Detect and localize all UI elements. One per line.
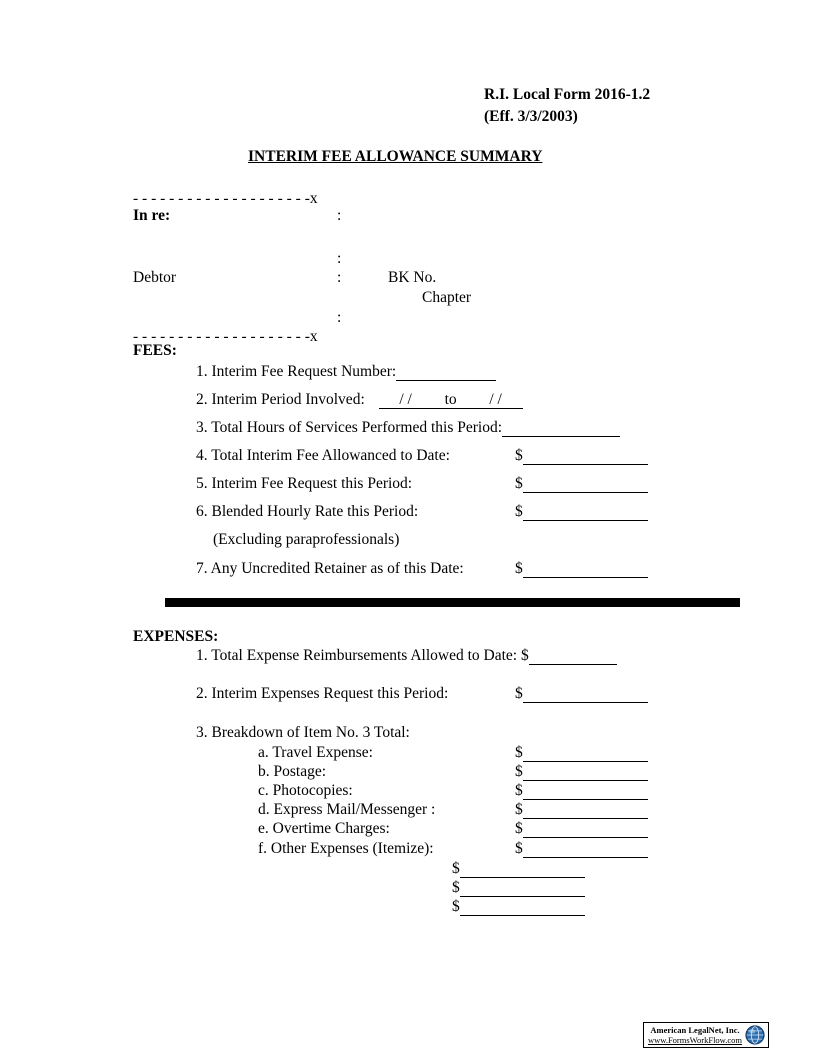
breakdown-a-label: Travel Expense:: [272, 744, 373, 761]
fees-item-5-label: Interim Fee Request this Period:: [211, 475, 413, 492]
breakdown-item-e: [258, 820, 390, 838]
fees-item-6-blank[interactable]: [523, 505, 648, 521]
itemize-line-3: [452, 898, 585, 916]
footer-logo-box[interactable]: [643, 1022, 769, 1048]
expenses-item-2-dollar: $: [515, 685, 523, 702]
breakdown-item-d: [258, 801, 435, 819]
expenses-item-3-number: 3.: [196, 724, 208, 741]
bk-no-label: BK No.: [388, 269, 437, 286]
caption-row-blank: [133, 229, 693, 250]
caption-colon-3: :: [337, 309, 342, 326]
fees-item-4-value: [515, 447, 648, 465]
fees-item-6-number: 6.: [196, 503, 208, 520]
in-re-colon: :: [337, 207, 342, 224]
form-id: R.I. Local Form 2016-1.2: [484, 86, 651, 103]
itemize-3-blank[interactable]: [460, 900, 585, 916]
fees-item-1: [196, 363, 496, 381]
fees-item-4-blank[interactable]: [523, 449, 648, 465]
fees-item-1-label: Interim Fee Request Number:: [211, 363, 397, 380]
itemize-1-blank[interactable]: [460, 862, 585, 878]
breakdown-item-d-value: [515, 801, 648, 819]
caption-bottom-rule: - - - - - - - - - - - - - - - - - - - -x: [133, 328, 318, 345]
breakdown-f-letter: f.: [258, 840, 268, 857]
caption-block: [133, 190, 693, 345]
fees-item-2: [196, 391, 523, 409]
debtor-label: Debtor: [133, 269, 177, 286]
breakdown-b-label: Postage:: [273, 763, 327, 780]
breakdown-b-dollar: $: [515, 763, 523, 780]
breakdown-a-blank[interactable]: [523, 746, 648, 762]
fees-item-6: [196, 503, 418, 521]
breakdown-e-blank[interactable]: [523, 822, 648, 838]
fees-item-7-blank[interactable]: [523, 562, 648, 578]
fees-item-1-number: 1.: [196, 363, 208, 380]
fees-item-3-label: Total Hours of Services Performed this Period:: [211, 419, 503, 436]
fees-item-5-number: 5.: [196, 475, 208, 492]
fees-item-1-blank[interactable]: [396, 365, 496, 381]
fees-item-2-number: 2.: [196, 391, 208, 408]
fees-item-3: [196, 419, 620, 437]
breakdown-item-b: [258, 763, 326, 781]
itemize-2-dollar: $: [452, 879, 460, 896]
expenses-item-3-label: Breakdown of Item No. 3 Total:: [211, 724, 410, 741]
page-title: INTERIM FEE ALLOWANCE SUMMARY: [248, 148, 543, 165]
expenses-item-2-number: 2.: [196, 685, 208, 702]
fees-item-5-blank[interactable]: [523, 477, 648, 493]
caption-row-inre: [133, 207, 693, 229]
fees-item-2-date-to[interactable]: / /: [469, 391, 523, 409]
expenses-item-2-label: Interim Expenses Request this Period:: [211, 685, 449, 702]
itemize-line-2: [452, 879, 585, 897]
breakdown-c-label: Photocopies:: [272, 782, 353, 799]
breakdown-item-c-value: [515, 782, 648, 800]
fees-item-6-label: Blended Hourly Rate this Period:: [211, 503, 419, 520]
in-re-label: In re:: [133, 207, 171, 224]
fees-item-3-blank[interactable]: [502, 421, 620, 437]
breakdown-d-label: Express Mail/Messenger :: [273, 801, 436, 818]
breakdown-item-a-value: [515, 744, 648, 762]
fees-item-7-dollar: $: [515, 560, 523, 577]
breakdown-c-dollar: $: [515, 782, 523, 799]
breakdown-c-blank[interactable]: [523, 784, 648, 800]
footer-text: [644, 1025, 744, 1045]
fees-item-5-dollar: $: [515, 475, 523, 492]
section-divider: [165, 598, 740, 607]
caption-row-colon-3: [133, 309, 693, 328]
caption-top-rule: - - - - - - - - - - - - - - - - - - - -x: [133, 190, 318, 207]
breakdown-item-e-value: [515, 820, 648, 838]
breakdown-item-b-value: [515, 763, 648, 781]
breakdown-item-f-value: [515, 840, 648, 858]
expenses-item-2: [196, 685, 448, 703]
footer-company: American LegalNet, Inc.: [650, 1025, 740, 1035]
fees-item-3-number: 3.: [196, 419, 208, 436]
debtor-colon: :: [337, 269, 342, 286]
expenses-item-1-label: Total Expense Reimbursements Allowed to Date:: [211, 647, 518, 664]
fees-item-7-value: [515, 560, 648, 578]
fees-item-7-label: Any Uncredited Retainer as of this Date:: [210, 560, 464, 577]
caption-row-chapter: [133, 289, 693, 309]
breakdown-b-blank[interactable]: [523, 765, 648, 781]
fees-item-6-value: [515, 503, 648, 521]
breakdown-e-label: Overtime Charges:: [272, 820, 390, 837]
fees-item-2-date-from[interactable]: / /: [379, 391, 433, 409]
expenses-item-3: [196, 724, 410, 742]
breakdown-d-blank[interactable]: [523, 803, 648, 819]
breakdown-d-letter: d.: [258, 801, 270, 818]
breakdown-e-letter: e.: [258, 820, 269, 837]
footer-website[interactable]: www.FormsWorkFlow.com: [647, 1035, 743, 1045]
fees-item-4-label: Total Interim Fee Allowanced to Date:: [211, 447, 450, 464]
breakdown-d-dollar: $: [515, 801, 523, 818]
fees-item-6-note: (Excluding paraprofessionals): [213, 531, 400, 548]
chapter-label: Chapter: [422, 289, 472, 306]
caption-row-debtor: [133, 269, 693, 289]
itemize-3-dollar: $: [452, 898, 460, 915]
caption-colon-2: :: [337, 250, 342, 267]
fees-item-7: [196, 560, 464, 578]
expenses-item-1-number: 1.: [196, 647, 208, 664]
fees-item-7-number: 7.: [196, 560, 208, 577]
fees-item-2-to: to: [433, 391, 469, 409]
fees-item-4-dollar: $: [515, 447, 523, 464]
fees-item-4: [196, 447, 450, 465]
breakdown-f-label: Other Expenses (Itemize):: [270, 840, 434, 857]
fees-item-5-value: [515, 475, 648, 493]
expenses-item-1: [196, 647, 617, 665]
globe-icon: [744, 1024, 766, 1046]
form-effective-date: (Eff. 3/3/2003): [484, 108, 578, 125]
expenses-item-2-value: [515, 685, 648, 703]
expenses-item-1-blank[interactable]: [529, 649, 617, 665]
breakdown-a-letter: a.: [258, 744, 269, 761]
breakdown-c-letter: c.: [258, 782, 269, 799]
fees-item-5: [196, 475, 412, 493]
breakdown-f-blank[interactable]: [523, 842, 648, 858]
fees-item-2-label: Interim Period Involved:: [211, 391, 365, 408]
breakdown-item-c: [258, 782, 353, 800]
breakdown-f-dollar: $: [515, 840, 523, 857]
itemize-line-1: [452, 860, 585, 878]
breakdown-e-dollar: $: [515, 820, 523, 837]
expenses-item-1-dollar: $: [520, 647, 529, 664]
fees-item-6-dollar: $: [515, 503, 523, 520]
itemize-1-dollar: $: [452, 860, 460, 877]
breakdown-item-f: [258, 840, 434, 858]
breakdown-a-dollar: $: [515, 744, 523, 761]
caption-row-colon: [133, 250, 693, 269]
fees-item-4-number: 4.: [196, 447, 208, 464]
breakdown-b-letter: b.: [258, 763, 270, 780]
expenses-item-2-blank[interactable]: [523, 687, 648, 703]
breakdown-item-a: [258, 744, 373, 762]
fees-heading: FEES:: [133, 342, 177, 359]
itemize-2-blank[interactable]: [460, 881, 585, 897]
expenses-heading: EXPENSES:: [133, 628, 219, 645]
